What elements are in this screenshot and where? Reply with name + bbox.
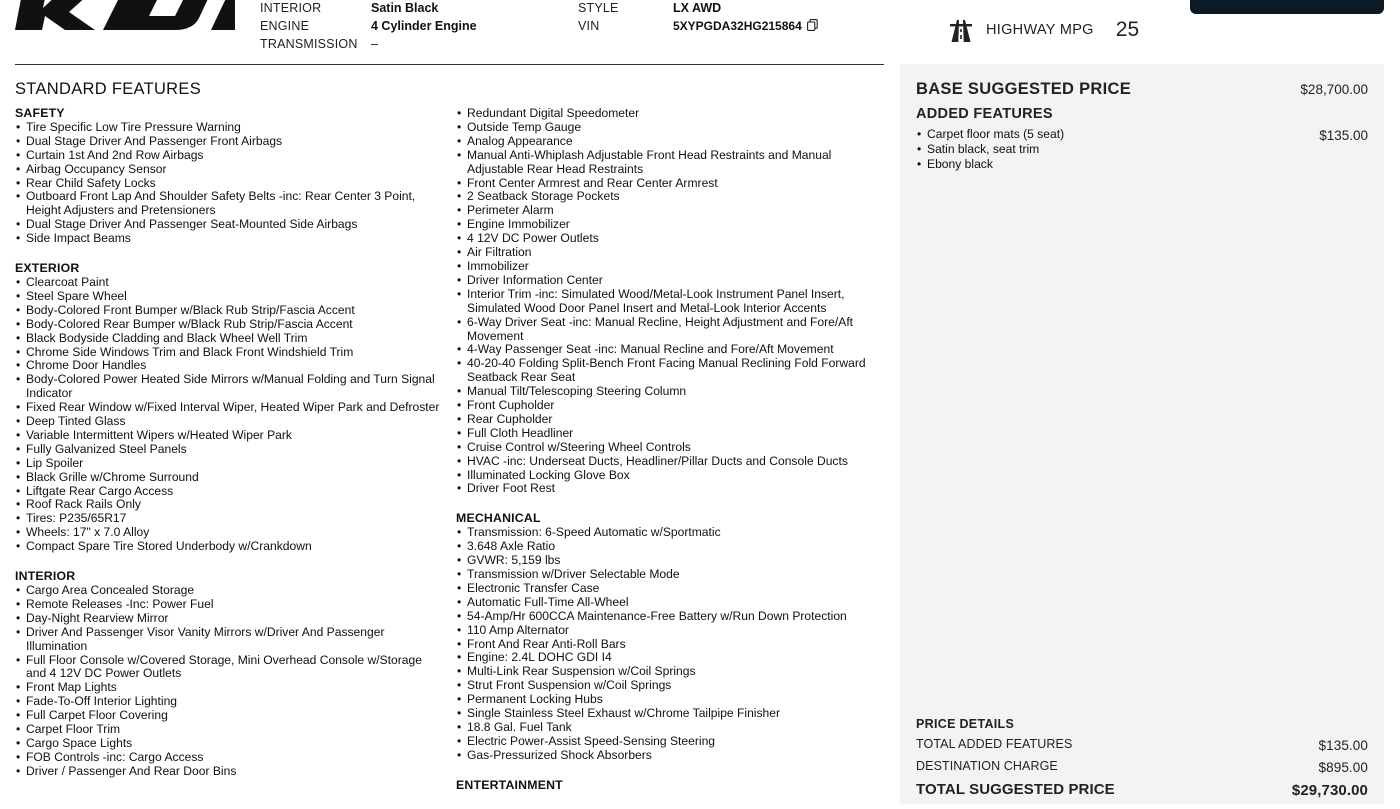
destination-charge-row: [916, 759, 1368, 773]
feature-section: [456, 512, 886, 762]
feature-item: • Immobilizer: [456, 260, 886, 274]
spec-transmission-value: –: [371, 37, 378, 51]
feature-item: • Rear Cupholder: [456, 413, 886, 427]
feature-item: • Wheels: 17" x 7.0 Alloy: [15, 526, 445, 540]
feature-item: • Full Carpet Floor Covering: [15, 709, 445, 723]
feature-item: • Roof Rack Rails Only: [15, 498, 445, 512]
spec-transmission: [260, 37, 358, 51]
spec-style-label: STYLE: [578, 1, 619, 15]
feature-item: • Dual Stage Driver And Passenger Front Airbags: [15, 135, 445, 149]
kia-logo: [15, 0, 235, 30]
feature-item: • Full Floor Console w/Covered Storage, Mini Overhead Console w/Storage and 4 12V DC Power Outlets: [15, 654, 445, 682]
feature-item: • Black Bodyside Cladding and Black Wheel Well Trim: [15, 332, 445, 346]
standard-features-title: STANDARD FEATURES: [15, 80, 202, 98]
feature-item: • Body-Colored Front Bumper w/Black Rub Strip/Fascia Accent: [15, 304, 445, 318]
feature-item: • Compact Spare Tire Stored Underbody w/Crankdown: [15, 540, 445, 554]
spec-engine-value-wrap: [371, 19, 477, 33]
feature-item: • Curtain 1st And 2nd Row Airbags: [15, 149, 445, 163]
feature-item: • 4-Way Passenger Seat -inc: Manual Recline and Fore/Aft Movement: [456, 343, 886, 357]
feature-item: • Front Center Armrest and Rear Center Armrest: [456, 177, 886, 191]
added-feature-item: • Carpet floor mats (5 seat): [916, 127, 1368, 142]
feature-item: • Transmission w/Driver Selectable Mode: [456, 568, 886, 582]
feature-item: • 4 12V DC Power Outlets: [456, 232, 886, 246]
spec-style: [578, 1, 619, 15]
feature-item: • Tires: P235/65R17: [15, 512, 445, 526]
feature-section-heading: EXTERIOR: [15, 261, 80, 276]
feature-item: • Illuminated Locking Glove Box: [456, 469, 886, 483]
feature-item: • Front Cupholder: [456, 399, 886, 413]
feature-item: • Outside Temp Gauge: [456, 121, 886, 135]
feature-item: • Driver Foot Rest: [456, 482, 886, 496]
feature-item: • 110 Amp Alternator: [456, 624, 886, 638]
total-added-features-label: TOTAL ADDED FEATURES: [916, 737, 1073, 751]
feature-item: • Transmission: 6-Speed Automatic w/Sportmatic: [456, 526, 886, 540]
highway-icon: [950, 18, 972, 42]
spec-interior: [260, 1, 321, 15]
feature-section: [15, 107, 445, 246]
added-feature-item: • Satin black, seat trim: [916, 142, 1368, 157]
total-suggested-price-value: $29,730.00: [1291, 782, 1368, 799]
feature-item: • Driver / Passenger And Rear Door Bins: [15, 765, 445, 779]
feature-item: • Full Cloth Headliner: [456, 427, 886, 441]
feature-item: • Carpet Floor Trim: [15, 723, 445, 737]
feature-item: • Rear Child Safety Locks: [15, 177, 445, 191]
feature-section: [456, 779, 886, 793]
feature-item: • Steel Spare Wheel: [15, 290, 445, 304]
feature-item: • 54-Amp/Hr 600CCA Maintenance-Free Battery w/Run Down Protection: [456, 610, 886, 624]
feature-item: • Manual Anti-Whiplash Adjustable Front Head Restraints and Manual Adjustable Rear Head Restraints: [456, 149, 886, 177]
action-button[interactable]: [1190, 0, 1384, 14]
feature-item: • Permanent Locking Hubs: [456, 693, 886, 707]
spec-engine-value: 4 Cylinder Engine: [371, 19, 477, 33]
feature-item: • Manual Tilt/Telescoping Steering Column: [456, 385, 886, 399]
feature-item: • Electronic Transfer Case: [456, 582, 886, 596]
feature-item: • Analog Appearance: [456, 135, 886, 149]
feature-item: • Engine: 2.4L DOHC GDI I4: [456, 651, 886, 665]
feature-item: • Redundant Digital Speedometer: [456, 107, 886, 121]
feature-item: • Cargo Area Concealed Storage: [15, 584, 445, 598]
feature-item: • Driver Information Center: [456, 274, 886, 288]
feature-item: • HVAC -inc: Underseat Ducts, Headliner/Pillar Ducts and Console Ducts: [456, 455, 886, 469]
feature-item: • Fade-To-Off Interior Lighting: [15, 695, 445, 709]
feature-item: • Airbag Occupancy Sensor: [15, 163, 445, 177]
feature-item: • Engine Immobilizer: [456, 218, 886, 232]
spec-vin-label: VIN: [578, 19, 600, 33]
price-panel: [900, 64, 1384, 804]
feature-item: • Driver And Passenger Visor Vanity Mirrors w/Driver And Passenger Illumination: [15, 626, 445, 654]
feature-item: • Body-Colored Power Heated Side Mirrors w/Manual Folding and Turn Signal Indicator: [15, 373, 445, 401]
copy-icon[interactable]: [807, 19, 818, 31]
feature-item: • 3.648 Axle Ratio: [456, 540, 886, 554]
feature-item: • Liftgate Rear Cargo Access: [15, 485, 445, 499]
feature-item: • Strut Front Suspension w/Coil Springs: [456, 679, 886, 693]
feature-item: • Chrome Door Handles: [15, 359, 445, 373]
feature-item: • Gas-Pressurized Shock Absorbers: [456, 749, 886, 763]
total-suggested-price-label: TOTAL SUGGESTED PRICE: [916, 781, 1115, 798]
feature-item: • GVWR: 5,159 lbs: [456, 554, 886, 568]
spec-style-value: LX AWD: [673, 1, 722, 15]
features-column-2: [456, 107, 886, 809]
feature-section: [15, 570, 445, 779]
base-price-value: $28,700.00: [1300, 82, 1368, 97]
spec-vin: [578, 19, 599, 33]
feature-item: • 40-20-40 Folding Split-Bench Front Facing Manual Reclining Fold Forward Seatback Rear Seat: [456, 357, 886, 385]
feature-item: • FOB Controls -inc: Cargo Access: [15, 751, 445, 765]
feature-item: • Air Filtration: [456, 246, 886, 260]
feature-item: • Fully Galvanized Steel Panels: [15, 443, 445, 457]
destination-charge-value: $895.00: [1318, 760, 1368, 775]
feature-item: • Remote Releases -Inc: Power Fuel: [15, 598, 445, 612]
base-price-label: BASE SUGGESTED PRICE: [916, 80, 1132, 98]
spec-vin-value-wrap: [673, 19, 818, 33]
spec-style-value-wrap: [673, 1, 721, 15]
spec-transmission-label: TRANSMISSION: [260, 37, 358, 51]
spec-interior-value: Satin Black: [371, 1, 439, 15]
features-column-1: [15, 107, 445, 795]
feature-item: • Cruise Control w/Steering Wheel Controls: [456, 441, 886, 455]
feature-item: • Black Grille w/Chrome Surround: [15, 471, 445, 485]
spec-transmission-value-wrap: [371, 37, 378, 51]
feature-section-heading: ENTERTAINMENT: [456, 777, 563, 792]
highway-mpg-label: HIGHWAY MPG: [986, 22, 1094, 38]
feature-item: • Outboard Front Lap And Shoulder Safety Belts -inc: Rear Center 3 Point, Height Adjusters and Pretensioners: [15, 190, 445, 218]
feature-item: • Tire Specific Low Tire Pressure Warning: [15, 121, 445, 135]
feature-item: • Body-Colored Rear Bumper w/Black Rub Strip/Fascia Accent: [15, 318, 445, 332]
feature-item: • Front And Rear Anti-Roll Bars: [456, 638, 886, 652]
spec-engine-label: ENGINE: [260, 19, 310, 33]
total-added-features-value: $135.00: [1318, 738, 1368, 753]
spec-interior-label: INTERIOR: [260, 1, 322, 15]
feature-item: • Fixed Rear Window w/Fixed Interval Wiper, Heated Wiper Park and Defroster: [15, 401, 445, 415]
feature-section-heading: MECHANICAL: [456, 511, 541, 526]
feature-item: • Multi-Link Rear Suspension w/Coil Springs: [456, 665, 886, 679]
highway-mpg-value: 25: [1115, 18, 1140, 41]
feature-item: • Dual Stage Driver And Passenger Seat-Mounted Side Airbags: [15, 218, 445, 232]
feature-section-heading: SAFETY: [15, 106, 65, 120]
feature-item: • Electric Power-Assist Speed-Sensing Steering: [456, 735, 886, 749]
feature-item: • Interior Trim -inc: Simulated Wood/Metal-Look Instrument Panel Insert, Simulated Wood Door Panel Insert and Metal-Look Interior Accents: [456, 288, 886, 316]
feature-item: • Front Map Lights: [15, 681, 445, 695]
destination-charge-label: DESTINATION CHARGE: [916, 759, 1058, 773]
feature-item: • Perimeter Alarm: [456, 204, 886, 218]
added-features-price: $135.00: [1319, 128, 1368, 143]
added-feature-item: • Ebony black: [916, 157, 1368, 172]
feature-item: • 6-Way Driver Seat -inc: Manual Recline, Height Adjustment and Fore/Aft Movement: [456, 316, 886, 344]
spec-vin-value: 5XYPGDA32HG215864: [673, 19, 802, 33]
feature-item: • Lip Spoiler: [15, 457, 445, 471]
feature-item: • 18.8 Gal. Fuel Tank: [456, 721, 886, 735]
spec-engine: [260, 19, 309, 33]
total-added-features-row: [916, 737, 1368, 751]
header-divider: [15, 64, 884, 65]
feature-item: • Deep Tinted Glass: [15, 415, 445, 429]
feature-section: [456, 107, 886, 496]
feature-item: • 2 Seatback Storage Pockets: [456, 190, 886, 204]
feature-section: [15, 262, 445, 554]
added-features-list: [916, 127, 1368, 173]
total-suggested-price-row: [916, 781, 1368, 798]
feature-item: • Clearcoat Paint: [15, 276, 445, 290]
feature-item: • Chrome Side Windows Trim and Black Front Windshield Trim: [15, 346, 445, 360]
spec-interior-value-wrap: [371, 1, 438, 15]
feature-item: • Side Impact Beams: [15, 232, 445, 246]
feature-item: • Automatic Full-Time All-Wheel: [456, 596, 886, 610]
feature-item: • Cargo Space Lights: [15, 737, 445, 751]
price-details-heading: PRICE DETAILS: [916, 717, 1015, 731]
feature-item: • Day-Night Rearview Mirror: [15, 612, 445, 626]
added-features-heading: ADDED FEATURES: [916, 106, 1053, 122]
feature-section-heading: INTERIOR: [15, 569, 76, 584]
feature-item: • Single Stainless Steel Exhaust w/Chrome Tailpipe Finisher: [456, 707, 886, 721]
feature-item: • Variable Intermittent Wipers w/Heated Wiper Park: [15, 429, 445, 443]
highway-mpg: [950, 18, 1139, 42]
